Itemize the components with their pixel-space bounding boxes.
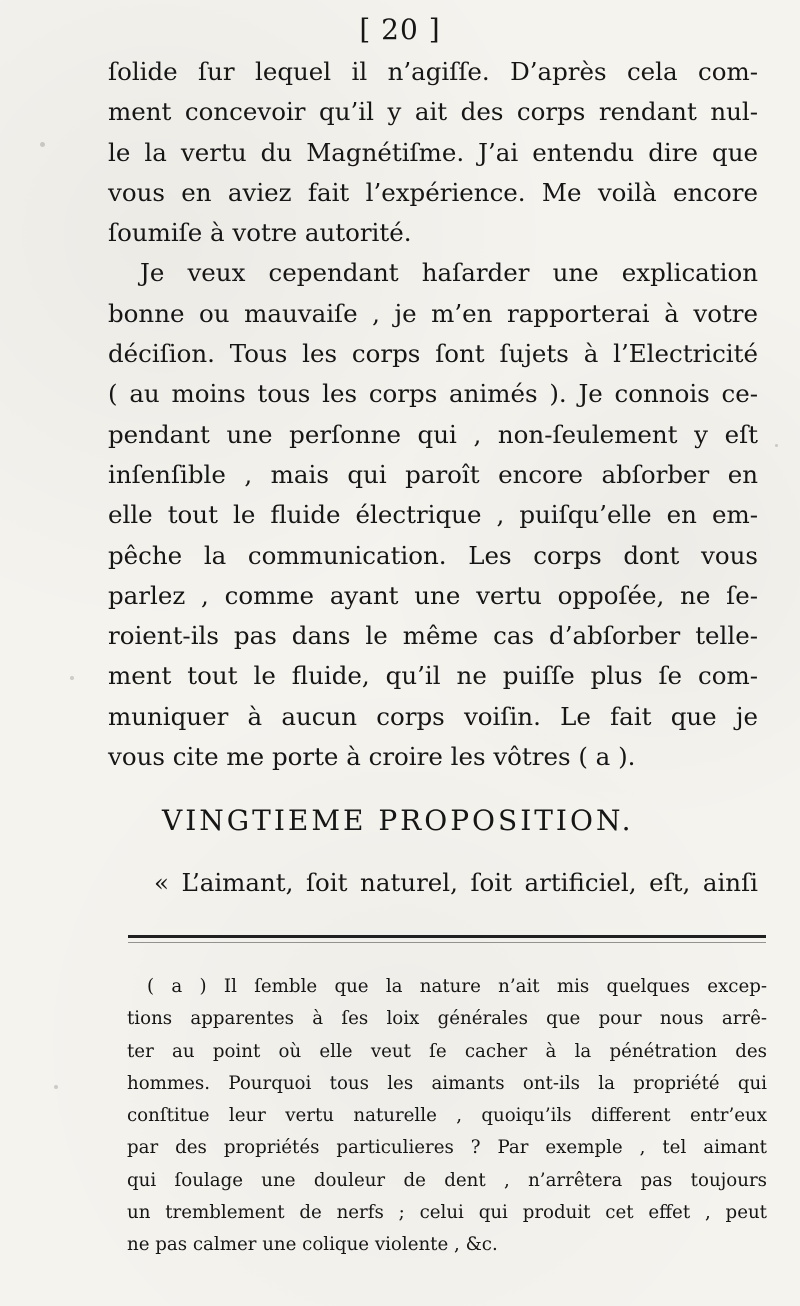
footnote-line: ter au point où elle veut ſe cacher à la pénétration des — [127, 1040, 767, 1062]
footnote-line: ( a ) Il ſemble que la nature n’ait mis quelques excep- — [147, 976, 767, 997]
main-text-line: le la vertu du Magnétiſme. J’ai entendu dire que — [108, 137, 758, 167]
scan-speck — [40, 142, 45, 147]
footnote-divider-shadow — [128, 942, 766, 943]
footnote-line: un tremblement de nerfs ; celui qui produit cet effet , peut — [127, 1202, 767, 1224]
footnote-line: qui ſoulage une douleur de dent , n’arrêtera pas toujours — [127, 1169, 767, 1191]
main-text-line: Je veux cependant haſarder une explication — [140, 258, 758, 288]
main-text-line: pêche la communication. Les corps dont vous — [108, 540, 758, 570]
main-text-line: pendant une perſonne qui , non-ſeulement y eſt — [108, 419, 758, 449]
footnote-line: hommes. Pourquoi tous les aimants ont-ils la propriété qui — [127, 1072, 767, 1094]
footnote-line: conſtitue leur vertu naturelle , quoiqu’ils different entr’eux — [127, 1105, 767, 1127]
main-text-line: bonne ou mauvaiſe , je m’en rapporterai à votre — [108, 298, 758, 328]
proposition-heading: VINGTIEME PROPOSITION. — [162, 804, 634, 837]
footnote-line: ne pas calmer une colique violente , &c. — [127, 1234, 498, 1256]
scan-speck — [70, 676, 74, 680]
footnote-line: tions apparentes à ſes loix générales que pour nous arrê- — [127, 1008, 767, 1030]
main-paragraphs — [108, 52, 758, 777]
footnote-divider — [128, 935, 766, 938]
main-text-line: ſoumiſe à votre autorité. — [108, 218, 412, 248]
main-text-line: roient-ils pas dans le même cas d’abſorber telle- — [108, 621, 758, 651]
scan-speck — [775, 444, 778, 447]
main-text-line: parlez , comme ayant une vertu oppoſée, ne ſe- — [108, 580, 758, 610]
main-text-line: ( au moins tous les corps animés ). Je connois ce- — [108, 379, 758, 409]
main-text-line: elle tout le fluide électrique , puiſqu’elle en em- — [108, 500, 758, 530]
main-text-line: ſolide ſur lequel il n’agiſſe. D’après cela com- — [108, 57, 758, 86]
proposition-opening-line: « L’aimant, ſoit naturel, ſoit artificiel, eſt, ainſi — [154, 868, 758, 897]
page-number: [ 20 ] — [359, 13, 441, 46]
main-text-line: vous cite me porte à croire les vôtres ( a ). — [108, 742, 636, 772]
footnote — [127, 971, 767, 1262]
footnote-line: par des propriétés particulieres ? Par exemple , tel aimant — [127, 1137, 767, 1159]
main-text-line: ment tout le fluide, qu’il ne puiſſe plus ſe com- — [108, 661, 758, 691]
scan-speck — [54, 1085, 58, 1089]
main-text-line: ment concevoir qu’il y ait des corps rendant nul- — [108, 97, 758, 127]
main-text-line: déciſion. Tous les corps ſont ſujets à l’Electricité — [108, 339, 758, 369]
main-text-line: vous en aviez fait l’expérience. Me voilà encore — [108, 177, 758, 207]
main-text-line: muniquer à aucun corps voiſin. Le fait que je — [108, 701, 758, 731]
main-text-line: inſenſible , mais qui paroît encore abſorber en — [108, 459, 758, 489]
